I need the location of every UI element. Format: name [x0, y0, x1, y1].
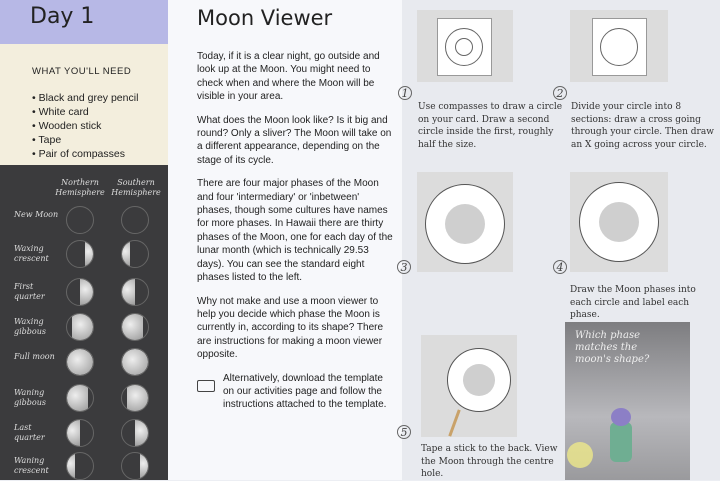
phase-label: Last quarter [14, 423, 45, 442]
moon-phase-icon [66, 348, 94, 376]
northern-label: Northern Hemisphere [55, 178, 105, 197]
step-5-image [421, 335, 517, 437]
step-4-image [570, 172, 668, 272]
step-number: 4 [553, 260, 567, 274]
step-number: 2 [553, 86, 567, 100]
page-title: Moon Viewer [197, 6, 333, 30]
moon-phase-icon [66, 278, 94, 306]
list-item: • Pair of compasses [32, 148, 125, 160]
moon-phase-icon [66, 313, 94, 341]
moon-phase-icon [121, 240, 149, 268]
list-item: • Wooden stick [32, 120, 102, 132]
laptop-icon [197, 380, 215, 392]
paragraph: Alternatively, download the template on our activities page and follow the instructions attached to the template. [223, 372, 387, 411]
moon-phase-icon [66, 240, 94, 268]
step-number: 5 [397, 425, 411, 439]
moon-phase-icon [121, 313, 149, 341]
moon-phase-icon [66, 452, 94, 480]
paragraph: There are four major phases of the Moon and four 'intermediary' or 'inbetween' phases, though some cultures have names for more phases. In Hawaii there are thirty phases of the Moon, one for each day of the lunar month (which is technically 29.53 days). You can see the standard eight phases listed to the left. [197, 178, 393, 284]
moon-phase-icon [66, 384, 94, 412]
phase-label: First quarter [14, 282, 45, 301]
need-heading: WHAT YOU'LL NEED [32, 66, 132, 77]
list-item: • White card [32, 106, 89, 118]
main-text [197, 50, 393, 412]
list-item: • Black and grey pencil [32, 92, 139, 104]
phase-label: Waxing gibbous [14, 317, 46, 336]
list-item: • Tape [32, 134, 62, 146]
paragraph: Why not make and use a moon viewer to help you decide which phase the Moon is currently in, according to its shape? There are instructions for making a moon viewer opposite. [197, 295, 384, 361]
step-text: Draw the Moon phases into each circle and label each phase. [570, 285, 696, 320]
step-text: Divide your circle into 8 sections: draw a cross going through your circle. Then draw an X going across your circle. [571, 102, 714, 150]
moon-phase-icon [121, 348, 149, 376]
phase-label: Waxing crescent [14, 244, 49, 263]
moon-phase-icon [66, 206, 94, 234]
step-number: 3 [397, 260, 411, 274]
moon-phase-icon [121, 452, 149, 480]
day-title: Day 1 [30, 4, 95, 29]
step-1-image [417, 10, 513, 82]
illustration-child-moon-viewer [565, 322, 690, 480]
step-number: 1 [398, 86, 412, 100]
step-2-image [570, 10, 668, 82]
step-text: Tape a stick to the back. View the Moon through the centre hole. [421, 444, 558, 479]
paragraph: What does the Moon look like? Is it big and round? Only a sliver? The Moon will take on a different appearance, depending on the stage of its cycle. [197, 114, 392, 166]
download-note [197, 372, 393, 412]
moon-phase-icon [121, 384, 149, 412]
moon-phase-icon [66, 419, 94, 447]
phase-label: Waning gibbous [14, 388, 46, 407]
step-text: Use compasses to draw a circle on your card. Draw a second circle inside the first, roughly half the size. [418, 102, 563, 150]
southern-label: Southern Hemisphere [111, 178, 161, 197]
moon-phase-icon [121, 206, 149, 234]
materials-list [32, 91, 138, 161]
left-sidebar [0, 0, 168, 480]
illustration-caption: Which phase matches the moon's shape? [575, 330, 650, 365]
paragraph: Today, if it is a clear night, go outside and look up at the Moon. You might need to check when and where the Moon will be visible in your area. [197, 51, 380, 103]
moon-phase-icon [121, 419, 149, 447]
step-3-image [417, 172, 513, 272]
phase-label: New Moon [14, 210, 59, 219]
moon-phase-icon [121, 278, 149, 306]
phase-label: Full moon [14, 352, 55, 361]
phase-label: Waning crescent [14, 456, 49, 475]
